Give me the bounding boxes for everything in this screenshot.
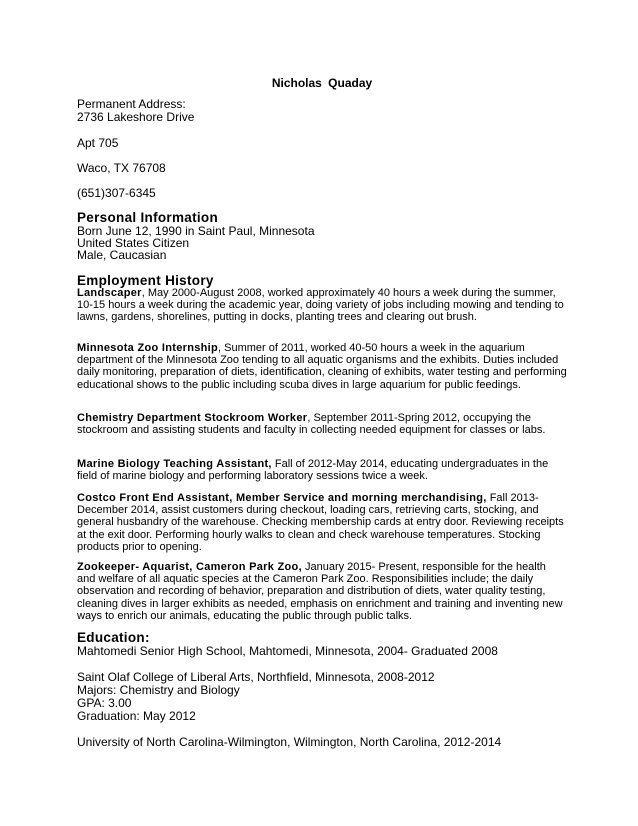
job-entry [77,412,567,436]
job-title: Landscaper [77,287,142,299]
job-entry [77,492,567,553]
job-description: Fall 2013-December 2014, assist customers during checkout, loading cars, retrieving carts, stocking, and general husbandry of the warehouse. Checking membership cards at entry door. Reviewing receipts at the exit door. Performing hourly walks to clean and check warehouse temperatures. Stocking products prior to opening. [77,492,564,553]
personal-line: Born June 12, 1990 in Saint Paul, Minnesota [77,224,315,238]
education-gpa: GPA: 3.00 [77,696,132,710]
employment-heading: Employment History [77,273,214,288]
personal-line: United States Citizen [77,236,190,250]
job-entry [77,342,567,391]
job-description: Fall of 2012-May 2014, educating undergraduates in the field of marine biology and performing laboratory sessions twice a week. [77,458,549,483]
job-description: January 2015- Present, responsible for the health and welfare of all aquatic species at the Cameron Park Zoo. Responsibilities include; the daily observation and recording of behavior, preparation and distribution of diets, water quality testing, cleaning dives in larger exhibits as needed, emphasis on enrichment and training and inventing new ways to enrich our animals, educating the public through public talks. [77,561,563,622]
job-title: Chemistry Department Stockroom Worker [77,412,308,424]
address-apt: Apt 705 [77,136,119,150]
job-description: , May 2000-August 2008, worked approximately 40 hours a week during the summer, 10-15 hours a week during the academic year, doing variety of jobs including mowing and tending to lawns, gardens, shorelines, putting in docks, planting trees and clearing out brush. [77,287,564,324]
job-entry [77,287,567,324]
job-title: Minnesota Zoo Internship [77,342,219,354]
education-heading: Education: [77,630,150,645]
job-description: , September 2011-Spring 2012, occupying the stockroom and assisting students and faculty in collecting needed equipment for classes or labs. [77,412,546,437]
address-city: Waco, TX 76708 [77,161,166,175]
education-college: Saint Olaf College of Liberal Arts, Northfield, Minnesota, 2008-2012 [77,670,435,684]
personal-line: Male, Caucasian [77,248,167,262]
job-description: , Summer of 2011, worked 40-50 hours a week in the aquarium department of the Minnesota Zoo tending to all aquatic organisms and the exhibits. Duties included daily monitoring, preparation of diets, identification, cleaning of exhibits, water testing and performing educational shows to the public including scuba dives in large aquarium for public feedings. [77,342,567,391]
job-title: Costco Front End Assistant, Member Service and morning merchandising, [77,492,487,504]
education-majors: Majors: Chemistry and Biology [77,683,240,697]
personal-heading: Personal Information [77,210,219,225]
job-entry [77,561,567,622]
candidate-name: Nicholas Quaday [271,76,373,90]
job-entry [77,458,567,482]
job-title: Zookeeper- Aquarist, Cameron Park Zoo, [77,561,302,573]
address-label: Permanent Address: [77,97,186,111]
education-highschool: Mahtomedi Senior High School, Mahtomedi, Minnesota, 2004- Graduated 2008 [77,644,498,658]
education-graduation: Graduation: May 2012 [77,709,196,723]
job-title: Marine Biology Teaching Assistant, [77,458,272,470]
phone-number: (651)307-6345 [77,186,156,200]
address-street: 2736 Lakeshore Drive [77,110,195,124]
education-unc: University of North Carolina-Wilmington, Wilmington, North Carolina, 2012-2014 [77,735,502,749]
